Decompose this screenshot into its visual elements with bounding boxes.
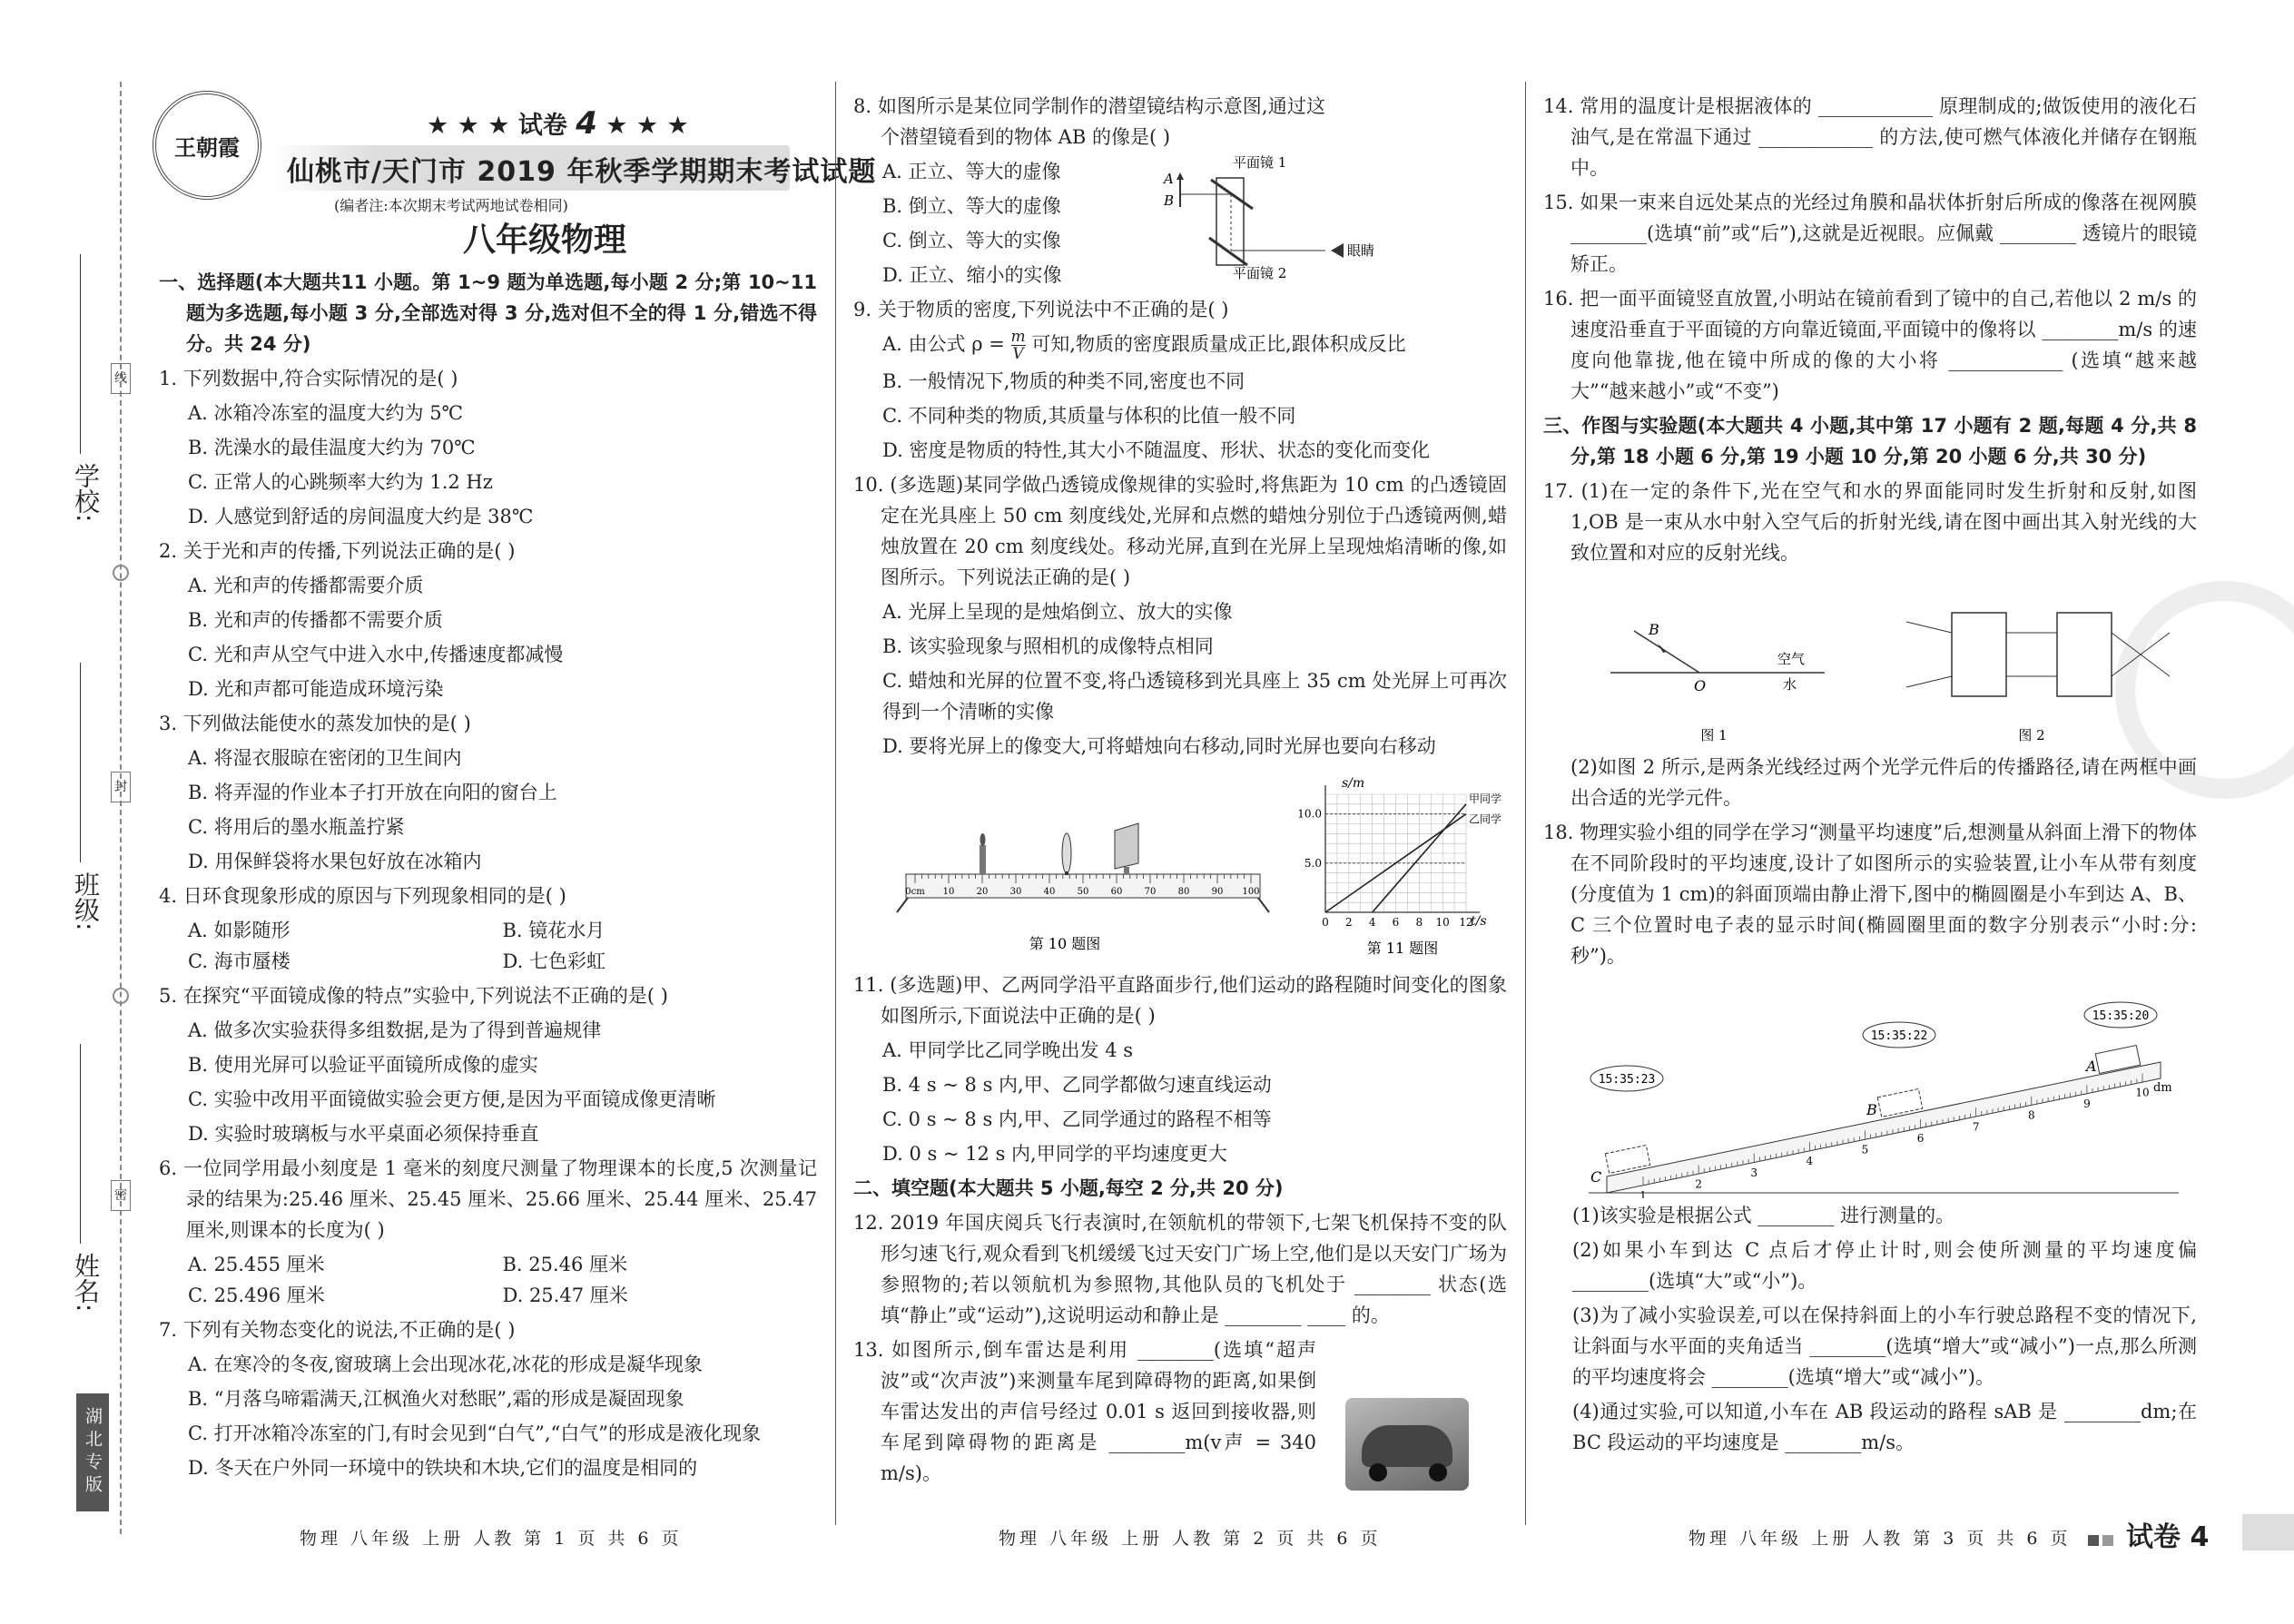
mirror-2-label: 平面镜 2: [1233, 265, 1287, 280]
mirror-2: [1209, 238, 1247, 265]
incline-figure: [1580, 999, 2197, 1198]
q6-option-a: A. 25.455 厘米: [188, 1254, 325, 1275]
question-18: 18. 物理实验小组的同学在学习“测量平均速度”后,想测量从斜面上滑下的物体在不同阶段时的平均速度,设计了如图所示的实验装置,让小车从带有刻度(分度值为 1 cm)的斜面顶端由静止滑下,图中的椭圆圈是小车到达 A、B、C 三个位置时电子表的显示时间(椭圆圈里面的数字分别表示“小时:分:秒”)。: [1543, 822, 2197, 967]
q5-option-b: B. 使用光屏可以验证平面镜所成像的虚实: [188, 1054, 538, 1076]
chart-y-axis-label: s/m: [1342, 776, 1365, 791]
question-3-stem: 3. 下列做法能使水的蒸发加快的是( ): [159, 713, 471, 734]
q4-option-c: C. 海市蜃楼: [188, 950, 290, 972]
q4-option-a: A. 如影随形: [188, 920, 290, 941]
x-tick-label: 8: [1415, 916, 1423, 929]
q18-sub-2: (2)如果小车到达 C 点后才停止计时,则会使所测量的平均速度偏 ________(选填“大”或“小”)。: [1572, 1239, 2197, 1292]
mirror-1-label: 平面镜 1: [1233, 154, 1287, 171]
q2-option-b: B. 光和声的传播都不需要介质: [188, 609, 443, 631]
question-6-stem: 6. 一位同学用最小刻度是 1 毫米的刻度尺测量了物理课本的长度,5 次测量记录的结果为:25.46 厘米、25.45 厘米、25.66 厘米、25.44 厘米、25.47 厘米,则课本的长度为( ): [159, 1157, 817, 1241]
q9-option-b: B. 一般情况下,物质的种类不同,密度也不同: [882, 370, 1245, 392]
y-tick-label: 5.0: [1304, 856, 1322, 870]
q8-option-d: D. 正立、缩小的实像: [882, 264, 1062, 286]
optical-bench-figure: [888, 822, 1278, 953]
question-2-stem: 2. 关于光和声的传播,下列说法正确的是( ): [159, 540, 516, 562]
q5-option-a: A. 做多次实验获得多组数据,是为了得到普遍规律: [188, 1019, 602, 1041]
timer-a-text: 15:35:20: [2092, 1009, 2150, 1023]
optical-box-1: [1952, 613, 2006, 696]
bench-tick-label: 10: [942, 887, 955, 897]
q5-option-d: D. 实验时玻璃板与水平桌面必须保持垂直: [188, 1123, 539, 1145]
q3-option-a: A. 将湿衣服晾在密闭的卫生间内: [188, 747, 462, 769]
incline-tick-label: 8: [2027, 1108, 2035, 1122]
incline-tick-label: 6: [1916, 1131, 1925, 1145]
class-blank: [80, 663, 81, 862]
q11-option-c: C. 0 s ~ 8 s 内,甲、乙同学通过的路程不相等: [882, 1108, 1272, 1130]
q2-option-d: D. 光和声都可能造成环境污染: [188, 678, 444, 700]
optical-box-2: [2057, 613, 2112, 696]
bench-tick-label: 100: [1242, 887, 1260, 897]
q9-option-d: D. 密度是物质的特性,其大小不随温度、形状、状态的变化而变化: [882, 439, 1431, 461]
incline-tick-label: 2: [1695, 1177, 1702, 1191]
q11-option-b: B. 4 s ~ 8 s 内,甲、乙同学都做匀速直线运动: [882, 1074, 1272, 1096]
incline-tick-label: 4: [1806, 1155, 1814, 1168]
figure-10-caption: 第 10 题图: [1029, 935, 1101, 952]
bench-tick-label: 40: [1043, 887, 1056, 897]
light-ray: [1906, 676, 1952, 687]
q18-sub-4: (4)通过实验,可以知道,小车在 AB 段运动的路程 sAB 是 ________dm;在 BC 段运动的平均速度是 ________m/s。: [1572, 1401, 2197, 1453]
column-3: [1543, 91, 2197, 572]
timer-c-text: 15:35:23: [1598, 1073, 1656, 1087]
bench-tick-label: 70: [1144, 887, 1157, 897]
bench-tick-label: 0cm: [905, 887, 925, 897]
incline-tick-label: 3: [1750, 1166, 1758, 1179]
screen-holder: [1124, 867, 1129, 874]
q4-options-row: [159, 915, 817, 946]
question-9-stem: 9. 关于物质的密度,下列说法中不正确的是( ): [853, 299, 1229, 320]
lens-holder: [1065, 871, 1068, 875]
point-o-label: O: [1694, 677, 1707, 694]
point-b-label: B: [1164, 192, 1175, 209]
q5-option-c: C. 实验中改用平面镜做实验会更方便,是因为平面镜成像更清晰: [188, 1088, 716, 1110]
name-label: 姓名:: [71, 1253, 101, 1313]
question-15: 15. 如果一束来自远处某点的光经过角膜和晶状体折射后所成的像落在视网膜 ________(选填“前”或“后”),这就是近视眼。应佩戴 ________ 透镜片的眼镜矫正。: [1543, 192, 2197, 275]
q6-options-row: [159, 1249, 817, 1280]
q10-option-d: D. 要将光屏上的像变大,可将蜡烛向右移动,同时光屏也要向右移动: [882, 735, 1436, 757]
column-divider: [1525, 82, 1526, 1525]
density-fraction: $\frac{m}{V}$: [1010, 328, 1026, 363]
ray-arrowhead: [1658, 644, 1667, 653]
q10-option-b: B. 该实验现象与照相机的成像特点相同: [882, 635, 1214, 657]
q4-options-row: [159, 946, 817, 977]
question-12: 12. 2019 年国庆阅兵飞行表演时,在领航机的带领下,七架飞机保持不变的队形匀速飞行,观众看到飞机缓缓飞过天安门广场上空,他们是以天安门广场为参照物的;若以领航机为参照物,其他队员的飞机处于 ________ 状态(选填“静止”或“运动”),这说明运动和静止是 ________ ____ 的。: [853, 1212, 1507, 1326]
timer-b-text: 15:35:22: [1870, 1029, 1928, 1043]
q6-option-d: D. 25.47 厘米: [502, 1284, 628, 1306]
s-t-chart: [1289, 776, 1507, 958]
exam-title: 仙桃市/天门市 2019 年秋季学期期末考试试题: [287, 156, 877, 188]
section-2-title: 二、填空题(本大题共 5 小题,每空 2 分,共 20 分): [853, 1177, 1284, 1199]
q2-option-c: C. 光和声从空气中进入水中,传播速度都减慢: [188, 644, 564, 665]
q7-option-d: D. 冬天在户外同一环境中的铁块和木块,它们的温度是相同的: [188, 1457, 698, 1479]
question-4-stem: 4. 日环食现象形成的原因与下列现象相同的是( ): [159, 885, 566, 907]
question-5-stem: 5. 在探究“平面镜成像的特点”实验中,下列说法不正确的是( ): [159, 985, 668, 1007]
binding-hole: [113, 988, 129, 1004]
bench-tick-label: 60: [1110, 887, 1123, 897]
q17-figures: [1598, 604, 2179, 753]
q3-option-b: B. 将弄湿的作业本子打开放在向阳的窗台上: [188, 782, 557, 803]
q11-option-a: A. 甲同学比乙同学晚出发 4 s: [882, 1039, 1134, 1061]
seal-mark: 封: [111, 772, 131, 802]
series-label: 甲同学: [1469, 792, 1502, 805]
question-14: 14. 常用的温度计是根据液体的 ____________ 原理制成的;做饭使用的液化石油气,是在常温下通过 ____________ 的方法,使可燃气体液化并储存在钢瓶中。: [1543, 95, 2197, 179]
light-screen: [1115, 823, 1138, 869]
point-a-label: A: [1164, 171, 1174, 187]
question-10-stem: 10. (多选题)某同学做凸透镜成像规律的实验时,将焦距为 10 cm 的凸透镜固定在光具座上 50 cm 刻度线处,光屏和点燃的蜡烛分别位于凸透镜两侧,蜡烛放置在 20 cm 刻度线处。移动光屏,直到在光屏上呈现烛焰清晰的像,如图所示。下列说法正确的是( ): [853, 474, 1507, 588]
line-mark: 线: [111, 363, 131, 394]
question-13: 13. 如图所示,倒车雷达是利用 ________(选填“超声波”或“次声波”)来测量车尾到障碍物的距离,如果倒车雷达发出的声信号经过 0.01 s 返回到接收器,则车尾到障碍物的距离是 ________m(v声 = 340 m/s)。: [853, 1339, 1316, 1484]
binding-hole: [113, 565, 129, 581]
car-image: [1345, 1398, 1469, 1491]
air-label: 空气: [1777, 651, 1806, 667]
question-8-stem: 8. 如图所示是某位同学制作的潜望镜结构示意图,通过这个潜望镜看到的物体 AB 的像是( ): [853, 95, 1325, 148]
column-3-mid: [1543, 752, 2197, 975]
candle: [980, 845, 986, 874]
bench-tick-label: 90: [1211, 887, 1224, 897]
question-1-stem: 1. 下列数据中,符合实际情况的是( ): [159, 368, 458, 389]
bench-tick-label: 50: [1077, 887, 1089, 897]
eye-label: 眼睛: [1347, 242, 1375, 259]
chart-x-axis-label: t/s: [1471, 914, 1487, 929]
q10-option-a: A. 光屏上呈现的是烛焰倒立、放大的实像: [882, 601, 1233, 623]
object-arrowhead: [1177, 172, 1184, 180]
subject-title: 八年级物理: [463, 221, 627, 259]
column-1: [159, 267, 817, 1487]
brand-logo: 王朝霞: [153, 91, 261, 200]
q3-option-c: C. 将用后的墨水瓶盖拧紧: [188, 816, 405, 838]
light-ray: [1906, 622, 1952, 633]
x-tick-label: 4: [1368, 916, 1376, 929]
q1-option-b: B. 洗澡水的最佳温度大约为 70℃: [188, 437, 476, 458]
figure-2-caption: 图 2: [2018, 727, 2045, 743]
convex-lens: [1062, 833, 1071, 873]
q4-option-b: B. 镜花水月: [502, 920, 605, 941]
candle-flame: [980, 833, 986, 846]
footer-bar: [2242, 1514, 2294, 1550]
x-tick-label: 6: [1392, 916, 1400, 929]
section-1-title: 一、选择题(本大题共11 小题。第 1~9 题为单选题,每小题 2 分;第 10~11 题为多选题,每小题 3 分,全部选对得 3 分,选对但不全的得 1 分,错选不得分。共 24 分): [159, 271, 817, 355]
incline-tick-label: 10: [2135, 1086, 2150, 1099]
point-b-label: B: [1649, 621, 1659, 638]
q3-option-d: D. 用保鲜袋将水果包好放在冰箱内: [188, 851, 482, 872]
bench-tick-label: 80: [1177, 887, 1190, 897]
school-label: 学校:: [71, 463, 101, 523]
figure-11-caption: 第 11 题图: [1366, 940, 1439, 957]
footer-page-3: 物理 八年级 上册 人教 第 3 页 共 6 页: [1689, 1529, 2072, 1549]
school-blank: [80, 254, 81, 454]
series-label: 乙同学: [1469, 812, 1502, 826]
q6-options-row: [159, 1280, 817, 1311]
region-tag: 湖北专版: [76, 1393, 109, 1511]
q4-option-d: D. 七色彩虹: [502, 950, 605, 972]
x-tick-label: 10: [1435, 916, 1450, 929]
q9-option-c: C. 不同种类的物质,其质量与体积的比值一般不同: [882, 405, 1296, 427]
question-11-stem: 11. (多选题)甲、乙两同学沿平直路面步行,他们运动的路程随时间变化的图象如图所示,下面说法中正确的是( ): [853, 974, 1507, 1027]
question-7-stem: 7. 下列有关物态变化的说法,不正确的是( ): [159, 1319, 516, 1341]
point-a-label: A: [2086, 1058, 2097, 1075]
binding-dashed-line: [120, 82, 122, 1534]
editor-note: (编者注:本次期末考试两地试卷相同): [334, 197, 568, 214]
question-16: 16. 把一面平面镜竖直放置,小明站在镜前看到了镜中的自己,若他以 2 m/s 的速度沿垂直于平面镜的方向靠近镜面,平面镜中的像将以 ________m/s 的速度向他靠拢,他在镜中所成的像的大小将 ____________ (选填“越来越大”“越来越小”或“不变”): [1543, 288, 2197, 402]
q18-sub-3: (3)为了减小实验误差,可以在保持斜面上的小车行驶总路程不变的情况下,让斜面与水平面的夹角适当 ________(选填“增大”或“减小”)一点,那么所测的平均速度将会 ________(选填“增大”或“减小”)。: [1572, 1304, 2197, 1388]
incline-tick-label: 7: [1972, 1120, 1980, 1134]
question-17-part1: 17. (1)在一定的条件下,光在空气和水的界面能同时发生折射和反射,如图 1,OB 是一束从水中射入空气后的折射光线,请在图中画出其入射光线的大致位置和对应的反射光线。: [1543, 480, 2197, 564]
class-label: 班级:: [71, 871, 101, 931]
q8-option-c: C. 倒立、等大的实像: [882, 230, 1061, 251]
column-3-lower: [1543, 1200, 2197, 1462]
q9-option-a: A. 由公式 ρ = $\frac{m}{V}$ 可知,物质的密度跟质量成正比,跟体积成反比: [882, 328, 1406, 363]
q7-option-b: B. “月落乌啼霜满天,江枫渔火对愁眠”,霜的形成是凝固现象: [188, 1388, 684, 1410]
column-divider: [835, 82, 836, 1525]
eye-icon: [1331, 243, 1344, 258]
question-17-part2: (2)如图 2 所示,是两条光线经过两个光学元件后的传播路径,请在两框中画出合适的光学元件。: [1570, 756, 2197, 809]
q1-option-d: D. 人感觉到舒适的房间温度大约是 38℃: [188, 506, 534, 527]
q8-option-a: A. 正立、等大的虚像: [882, 161, 1061, 182]
point-c-label: C: [1590, 1168, 1602, 1186]
x-tick-label: 0: [1322, 916, 1329, 929]
bench-tick-label: 20: [976, 887, 989, 897]
footer-page-2: 物理 八年级 上册 人教 第 2 页 共 6 页: [999, 1529, 1382, 1549]
q8-option-b: B. 倒立、等大的虚像: [882, 195, 1061, 217]
q11-option-d: D. 0 s ~ 12 s 内,甲同学的平均速度更大: [882, 1143, 1227, 1165]
x-tick-label: 12: [1459, 916, 1473, 929]
q18-sub-1: (1)该实验是根据公式 ________ 进行测量的。: [1572, 1205, 1955, 1226]
bench-tick-label: 30: [1009, 887, 1022, 897]
q2-option-a: A. 光和声的传播都需要介质: [188, 575, 424, 596]
unit-label: dm: [2153, 1081, 2172, 1095]
q6-option-c: C. 25.496 厘米: [188, 1284, 325, 1306]
q7-option-a: A. 在寒冷的冬夜,窗玻璃上会出现冰花,冰花的形成是凝华现象: [188, 1353, 703, 1375]
mi-mark: 密: [111, 1180, 131, 1211]
incline-board: [1607, 1062, 2161, 1193]
y-tick-label: 10.0: [1297, 807, 1322, 821]
section-3-title: 三、作图与实验题(本大题共 4 小题,其中第 17 小题有 2 题,每题 4 分,共 8 分,第 18 小题 6 分,第 19 小题 10 分,第 20 小题 6 分,共 30 分): [1543, 415, 2197, 468]
periscope-figure: [1153, 153, 1389, 280]
series-label: ★ ★ ★ 试卷 4 ★ ★ ★: [427, 105, 689, 142]
figure-1-caption: 图 1: [1700, 727, 1728, 743]
x-tick-label: 2: [1345, 916, 1353, 929]
water-label: 水: [1783, 676, 1797, 693]
q6-option-b: B. 25.46 厘米: [502, 1254, 628, 1275]
point-b-label: B: [1866, 1101, 1877, 1118]
q7-option-c: C. 打开冰箱冷冻室的门,有时会见到“白气”,“白气”的形成是液化现象: [188, 1422, 761, 1444]
q10-option-c: C. 蜡烛和光屏的位置不变,将凸透镜移到光具座上 35 cm 处光屏上可再次得到一个清晰的实像: [882, 670, 1507, 723]
name-blank: [80, 1044, 81, 1244]
footer-page-1: 物理 八年级 上册 人教 第 1 页 共 6 页: [300, 1529, 683, 1549]
incline-tick-label: 9: [2083, 1097, 2091, 1111]
incline-tick-label: 5: [1861, 1143, 1869, 1156]
q1-option-a: A. 冰箱冷冻室的温度大约为 5℃: [188, 402, 464, 424]
q1-option-c: C. 正常人的心跳频率大约为 1.2 Hz: [188, 471, 493, 493]
footer-badge: 试卷 4: [2088, 1514, 2209, 1554]
incline-tick-label: 1: [1639, 1189, 1647, 1198]
